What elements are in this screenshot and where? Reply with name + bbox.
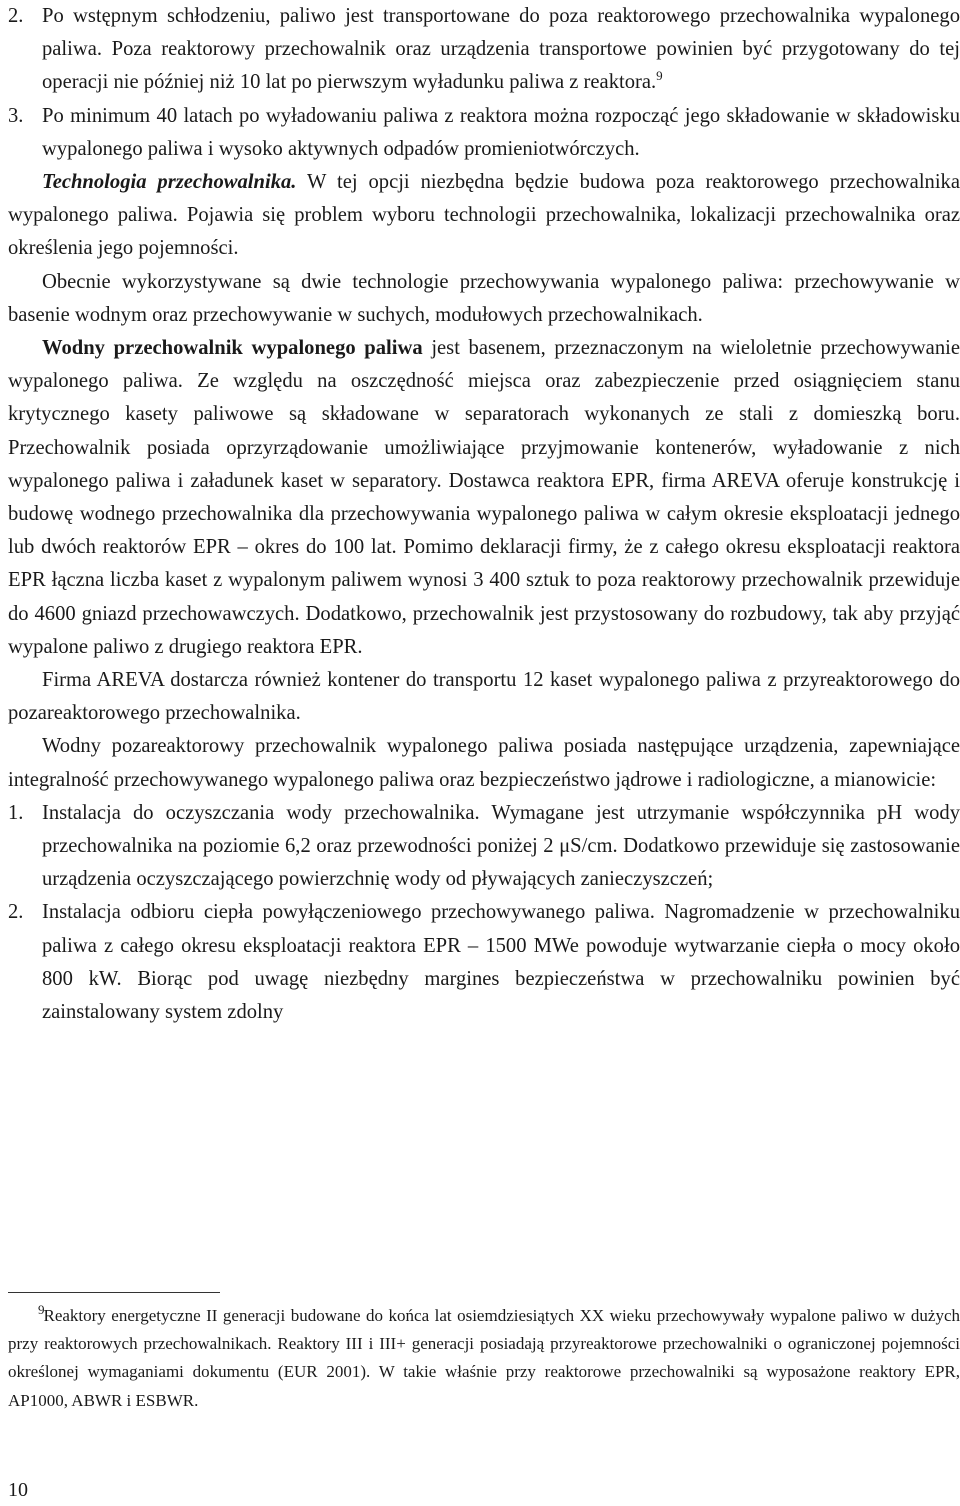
paragraph-lead: Wodny przechowalnik wypalonego paliwa [42, 337, 423, 360]
footnote-reference[interactable]: 9 [656, 68, 663, 84]
footnote-divider [8, 1292, 220, 1293]
section-heading: Technologia przechowalnika. [42, 171, 297, 194]
paragraph-body: W tej opcji niezbędna będzie budowa poza reaktorowego przechowalnika wypalonego paliwa. Pojawia się problem wyboru technologii przechowalnika, lokalizacji przechowalnika oraz określenia jego pojemności. [8, 171, 960, 260]
list-item-body: Po minimum 40 latach po wyładowaniu paliwa z reaktora można rozpocząć jego składowanie w składowisku wypalonego paliwa i wysoko aktywnych odpadów promieniotwórczych. [42, 104, 960, 160]
paragraph-wet-storage [8, 332, 960, 664]
list-item-3 [8, 100, 960, 166]
list-number: 1. [8, 801, 24, 824]
paragraph-list-intro: Wodny pozareaktorowy przechowalnik wypalonego paliwa posiada następujące urządzenia, zapewniające integralność przechowywanego wypalonego paliwa oraz bezpieczeństwo jądrowe i radiologiczne, a mianowicie: [8, 735, 960, 791]
list-item-2-heat-removal [8, 896, 960, 1029]
footnote: 9 Reaktory energetyczne II generacji budowane do końca lat osiemdziesiątych XX wieku przechowywały wypalone paliwo w dużych przy reaktorowych przechowalnikach. Reaktory III i III+ generacji posiadają przyreaktorowe przechowalniki o ograniczonej pojemności określonej wymaganiami dokumentu (EUR 2001). W takie właśnie przy reaktorowe przechowalniki są wyposażone reaktory EPR, AP1000, ABWR i ESBWR. [8, 1302, 960, 1410]
main-text [8, 0, 960, 1029]
list-number: 2. [8, 5, 24, 27]
list-item-1-water-cleaning [8, 797, 960, 897]
list-item-body: Instalacja do oczyszczania wody przechowalnika. Wymagane jest utrzymanie współczynnika pH wody przechowalnika na poziomie 6,2 oraz przewodności poniżej 2 μS/cm. Dodatkowo przewiduje się zastosowanie urządzenia oczyszczającego powierzchnię wody od pływających zanieczyszczeń; [42, 801, 960, 891]
list-item-body: Instalacja odbioru ciepła powyłączeniowego przechowywanego paliwa. Nagromadzenie w przechowalniku paliwa z całego okresu eksploatacji reaktora EPR – 1500 MWe powoduje wytwarzanie ciepła o mocy około 800 kW. Biorąc pod uwagę niezbędny margines bezpieczeństwa w przechowalniku powinien być zainstalowany system zdolny [42, 901, 960, 1024]
list-item-2 [8, 0, 960, 100]
paragraph-current-technologies: Obecnie wykorzystywane są dwie technologie przechowywania wypalonego paliwa: przechowywanie w basenie wodnym oraz przechowywanie w suchych, modułowych przechowalnikach. [8, 270, 960, 326]
list-number: 3. [8, 104, 24, 127]
list-item-body: Po wstępnym schłodzeniu, paliwo jest transportowane do poza reaktorowego przechowalnika wypalonego paliwa. Poza reaktorowy przechowalnik oraz urządzenia transportowe powinien być przygotowany do tej operacji nie później niż 10 lat po pierwszym wyładunku paliwa z reaktora. [42, 5, 960, 94]
paragraph-body: jest basenem, przeznaczonym na wieloletnie przechowywanie wypalonego paliwa. Ze względu na oszczędność miejsca oraz zabezpieczenie przed osiągnięciem stanu krytycznego kasety paliwowe są składowane w separatorach wykonanych ze stali z domieszką boru. Przechowalnik posiada oprzyrządowanie umożliwiające przyjmowanie kontenerów, wyładowanie z nich wypalonego paliwa i załadunek kaset w separatory. Dostawca reaktora EPR, firma AREVA oferuje konstrukcję i budowę wodnego przechowalnika dla przechowywania wypalonego paliwa w całym okresie eksploatacji jednego lub dwóch reaktorów EPR – okres do 100 lat. Pomimo deklaracji firmy, że z całego okresu eksploatacji reaktora EPR łączna liczba kaset z wypalonym paliwem wynosi 3 400 sztuk to poza reaktorowy przechowalnik przewiduje do 4600 gniazd przechowawczych. Dodatkowo, przechowalnik jest przystosowany do rozbudowy, tak aby przyjąć wypalone paliwo z drugiego reaktora EPR. [8, 337, 960, 658]
paragraph-technology [8, 166, 960, 266]
footnote-text: Reaktory energetyczne II generacji budowane do końca lat osiemdziesiątych XX wieku przechowywały wypalone paliwo w dużych przy reaktorowych przechowalnikach. Reaktory III i III+ generacji posiadają przyreaktorowe przechowalniki o ograniczonej pojemności określonej wymaganiami dokumentu (EUR 2001). W takie właśnie przy reaktorowe przechowalniki są wyposażone reaktory EPR, AP1000, ABWR i ESBWR. [8, 1306, 960, 1410]
paragraph-areva-container: Firma AREVA dostarcza również kontener do transportu 12 kaset wypalonego paliwa z przyreaktorowego do pozareaktorowego przechowalnika. [8, 669, 960, 725]
list-item-text [42, 0, 960, 100]
page-number: 10 [8, 1479, 28, 1501]
list-number: 2. [8, 901, 24, 924]
